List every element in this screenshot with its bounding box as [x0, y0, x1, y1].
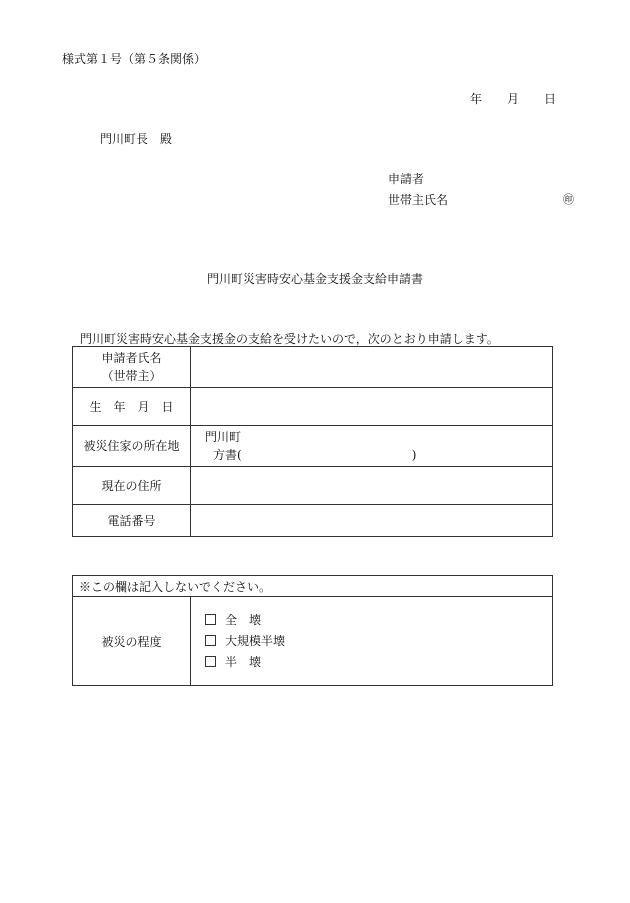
householder-label: （世帯主）	[101, 369, 162, 383]
damage-degree-label: 被災の程度	[73, 597, 191, 686]
location-detail-open: 方書(	[213, 448, 242, 462]
phone-number-label: 電話番号	[73, 505, 191, 537]
applicant-name-field[interactable]	[191, 347, 553, 388]
phone-number-field[interactable]	[191, 505, 553, 537]
damaged-residence-location-label: 被災住家の所在地	[73, 426, 191, 467]
form-number: 様式第１号（第５条関係）	[62, 52, 207, 66]
applicant-name-label-cell	[73, 347, 191, 388]
damage-degree-options	[191, 597, 553, 686]
intro-text: 門川町災害時安心基金支援金の支給を受けたいので，次のとおり申請します。	[80, 332, 499, 346]
table-row	[73, 388, 553, 426]
damage-option-label: 全 壊	[225, 612, 262, 627]
damage-option-label: 半 壊	[225, 654, 262, 669]
damage-option-half[interactable]	[205, 652, 552, 673]
date-day: 日	[544, 92, 557, 106]
checkbox-icon[interactable]	[205, 635, 216, 646]
location-town: 門川町	[205, 430, 242, 444]
location-detail-close: )	[411, 448, 417, 462]
checkbox-icon[interactable]	[205, 614, 216, 625]
damage-option-total[interactable]	[205, 610, 552, 631]
date-year: 年	[470, 92, 483, 106]
damaged-residence-location-field[interactable]	[191, 426, 553, 467]
date-line	[470, 90, 556, 107]
damage-option-large-scale-half[interactable]	[205, 631, 552, 652]
applicant-label: 申請者	[388, 172, 425, 186]
table-row	[73, 597, 553, 686]
table-row	[73, 576, 553, 597]
current-address-label: 現在の住所	[73, 467, 191, 505]
damage-option-label: 大規模半壊	[225, 633, 286, 648]
current-address-field[interactable]	[191, 467, 553, 505]
table-row	[73, 426, 553, 467]
office-use-table	[72, 575, 553, 686]
date-of-birth-field[interactable]	[191, 388, 553, 426]
location-detail	[205, 446, 552, 464]
addressee: 門川町長 殿	[100, 132, 173, 146]
applicant-table	[72, 346, 553, 537]
table-row	[73, 505, 553, 537]
applicant-name-label: 申請者氏名	[101, 351, 162, 365]
checkbox-icon[interactable]	[205, 656, 216, 667]
document-title: 門川町災害時安心基金支援金支給申請書	[206, 272, 423, 286]
date-of-birth-label: 生 年 月 日	[73, 388, 191, 426]
table-row	[73, 347, 553, 388]
seal-mark: ㊞	[563, 193, 574, 206]
office-use-note: ※この欄は記入しないでください。	[73, 576, 553, 597]
date-month: 月	[507, 92, 520, 106]
householder-name-label: 世帯主氏名	[388, 193, 449, 207]
table-row	[73, 467, 553, 505]
